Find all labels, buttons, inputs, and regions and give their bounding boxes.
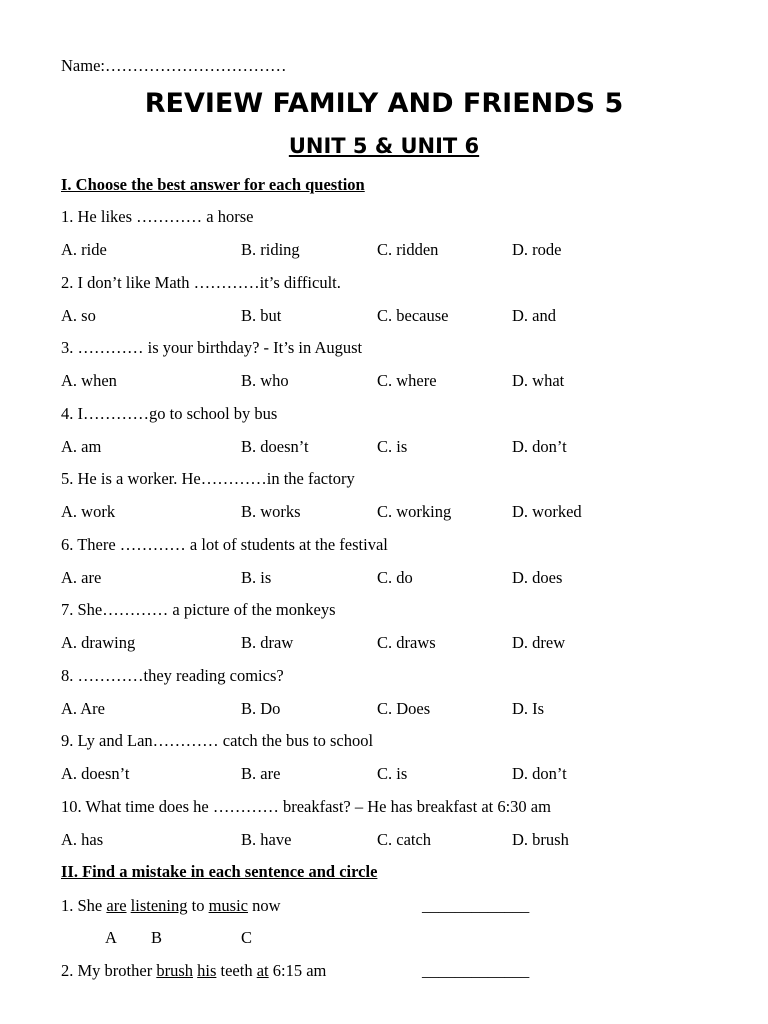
answer-option-a: A. doesn’t xyxy=(61,764,130,783)
answer-option-d: D. what xyxy=(512,371,565,390)
answer-option-d: D. drew xyxy=(512,633,566,652)
answer-option-d: D. rode xyxy=(512,240,562,259)
answer-option-b: B. Do xyxy=(241,699,281,718)
answer-blank-1: _____________ xyxy=(422,896,530,915)
name-line: Name:…………………………… xyxy=(61,56,287,75)
word: teeth xyxy=(220,961,253,980)
answer-option-c: C. Does xyxy=(377,699,431,718)
answer-option-c: C. working xyxy=(377,502,452,521)
answer-blank-2: _____________ xyxy=(422,961,530,980)
question-text: 9. Ly and Lan………… catch the bus to school xyxy=(61,731,374,750)
answer-option-d: D. brush xyxy=(512,830,569,849)
answer-option-a: A. ride xyxy=(61,240,107,259)
answer-option-b: B. draw xyxy=(241,633,294,652)
answer-option-b: B. doesn’t xyxy=(241,437,309,456)
answer-option-b: B. works xyxy=(241,502,301,521)
answer-option-b: B. riding xyxy=(241,240,300,259)
question-text: 1. He likes ………… a horse xyxy=(61,207,254,226)
answer-option-a: A. Are xyxy=(61,699,105,718)
answer-option-a: A. am xyxy=(61,437,102,456)
option-letter-c: C xyxy=(241,928,253,947)
answer-option-c: C. draws xyxy=(377,633,436,652)
answer-option-c: C. because xyxy=(377,306,449,325)
word: 6:15 am xyxy=(272,961,327,980)
answer-option-a: A. work xyxy=(61,502,116,521)
worksheet-title: REVIEW FAMILY AND FRIENDS 5 xyxy=(144,88,624,119)
option-letter-a: A xyxy=(105,928,117,947)
question-text: 3. ………… is your birthday? - It’s in August xyxy=(61,338,363,357)
answer-option-c: C. where xyxy=(377,371,437,390)
section-2-heading: II. Find a mistake in each sentence and circle xyxy=(61,862,378,881)
word: now xyxy=(252,896,281,915)
underlined-word-c: music xyxy=(208,896,249,915)
answer-option-d: D. don’t xyxy=(512,437,567,456)
sentence-number: 2. My brother xyxy=(61,961,153,980)
question-text: 6. There ………… a lot of students at the festival xyxy=(61,535,388,554)
answer-option-d: D. worked xyxy=(512,502,582,521)
question-text: 2. I don’t like Math …………it’s difficult. xyxy=(61,273,341,292)
word: to xyxy=(191,896,205,915)
question-text: 7. She………… a picture of the monkeys xyxy=(61,600,336,619)
answer-option-c: C. catch xyxy=(377,830,432,849)
underlined-word-c: at xyxy=(256,961,269,980)
underlined-word-a: are xyxy=(106,896,127,915)
answer-option-a: A. drawing xyxy=(61,633,136,652)
answer-option-b: B. who xyxy=(241,371,289,390)
answer-option-d: D. does xyxy=(512,568,563,587)
answer-option-c: C. ridden xyxy=(377,240,439,259)
answer-option-a: A. are xyxy=(61,568,102,587)
answer-option-b: B. have xyxy=(241,830,292,849)
answer-option-d: D. and xyxy=(512,306,556,325)
answer-option-a: A. has xyxy=(61,830,104,849)
underlined-word-b: listening xyxy=(130,896,188,915)
underlined-word-a: brush xyxy=(156,961,193,980)
question-text: 5. He is a worker. He…………in the factory xyxy=(61,469,355,488)
answer-option-a: A. when xyxy=(61,371,117,390)
answer-option-b: B. is xyxy=(241,568,272,587)
section-1-heading: I. Choose the best answer for each question xyxy=(61,175,365,194)
answer-option-b: B. but xyxy=(241,306,282,325)
answer-option-d: D. don’t xyxy=(512,764,567,783)
answer-option-d: D. Is xyxy=(512,699,545,718)
question-text: 8. …………they reading comics? xyxy=(61,666,284,685)
answer-option-c: C. is xyxy=(377,437,408,456)
sentence-number: 1. She xyxy=(61,896,103,915)
option-letter-b: B xyxy=(151,928,163,947)
answer-option-c: C. is xyxy=(377,764,408,783)
worksheet-subtitle: UNIT 5 & UNIT 6 xyxy=(288,134,480,158)
mistake-sentence-1 xyxy=(61,898,281,915)
answer-option-a: A. so xyxy=(61,306,96,325)
mistake-sentence-2 xyxy=(61,963,326,980)
question-text: 10. What time does he ………… breakfast? – He has breakfast at 6:30 am xyxy=(61,797,551,816)
answer-option-b: B. are xyxy=(241,764,281,783)
answer-option-c: C. do xyxy=(377,568,413,587)
question-text: 4. I…………go to school by bus xyxy=(61,404,278,423)
underlined-word-b: his xyxy=(197,961,217,980)
